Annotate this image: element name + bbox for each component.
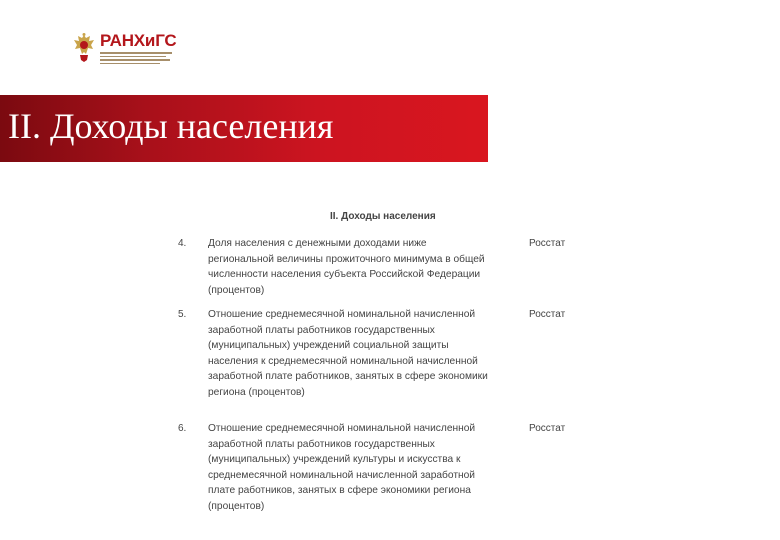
double-headed-eagle-emblem-icon: [72, 32, 96, 64]
row-number: 6.: [178, 423, 187, 434]
logo-subtitle-lines: [100, 52, 176, 64]
row-number: 5.: [178, 309, 187, 320]
row-source: Росстат: [529, 309, 566, 320]
section-title: II. Доходы населения: [8, 106, 334, 146]
row-description: Отношение среднемесячной номинальной начисленной заработной платы работников государственных (муниципальных) учреждений социальной защиты населения к среднемесячной номинальной начисленной заработной плате работников, занятых в сфере экономики региона (процентов): [208, 309, 488, 398]
row-number: 4.: [178, 238, 187, 249]
row-description: Доля населения с денежными доходами ниже региональной величины прожиточного минимума в общей численности населения субъекта Российской Федерации (процентов): [208, 238, 485, 296]
row-source: Росстат: [529, 423, 566, 434]
ranepa-logo: [72, 30, 176, 66]
table-heading: II. Доходы населения: [330, 211, 436, 222]
row-description: Отношение среднемесячной номинальной начисленной заработной платы работников государственных (муниципальных) учреждений культуры и искусства к среднемесячной номинальной начисленной заработной плате работников, занятых в сфере экономики региона (процентов): [208, 423, 476, 512]
logo-wordmark: РАНХиГС: [100, 31, 177, 50]
row-source: Росстат: [529, 238, 566, 249]
